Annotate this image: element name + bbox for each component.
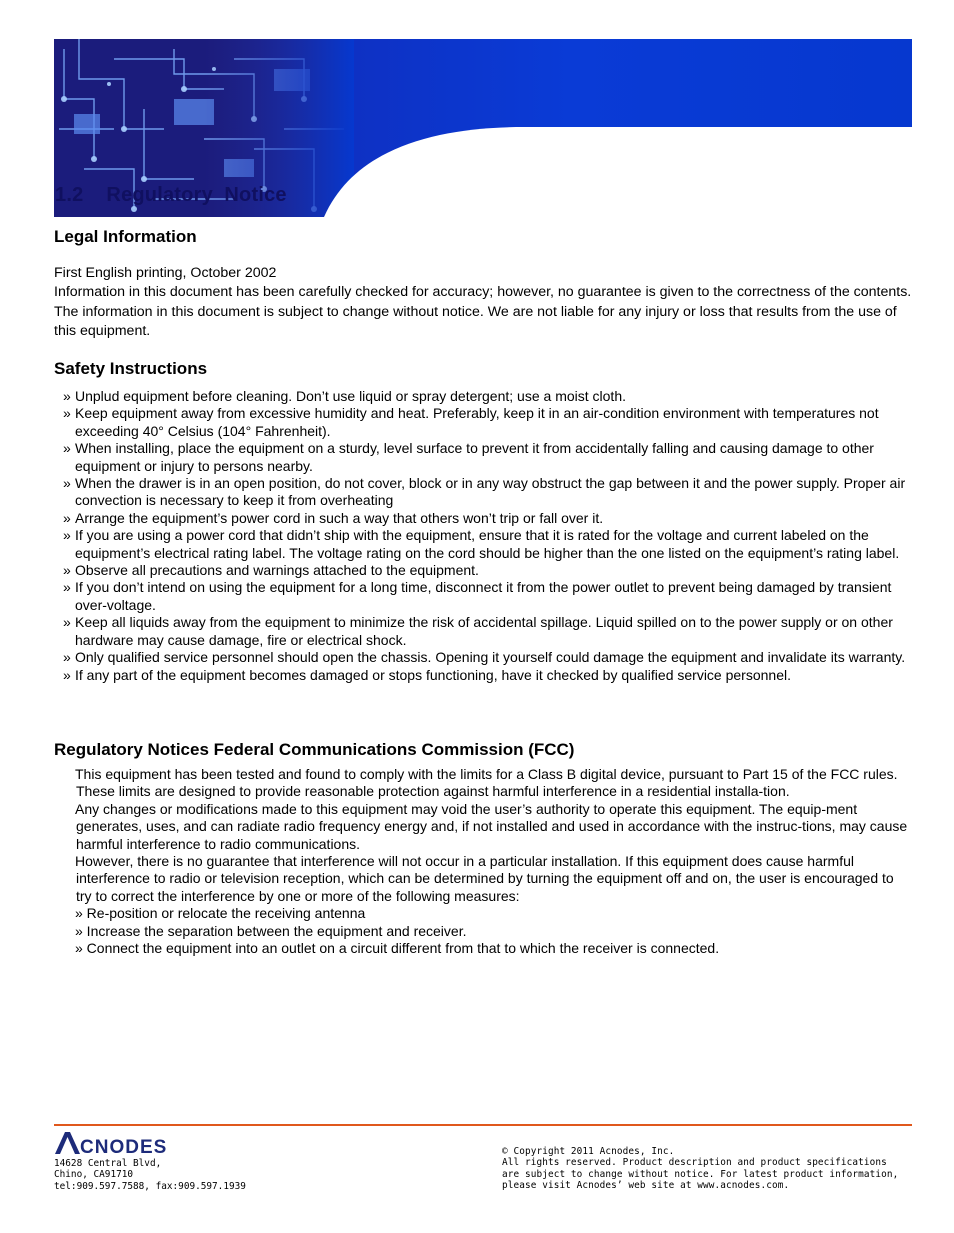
- header-banner: [54, 39, 912, 217]
- logo-text: CNODES: [80, 1137, 168, 1156]
- list-item: » If you are using a power cord that didn’t ship with the equipment, ensure that it is rated for the voltage and current labeled on the equipment’s electrical rating label. The voltage rating on the cord should be higher than the one listed on the equipment’s rating label.: [63, 527, 900, 561]
- legal-disclaimer: Information in this document has been carefully checked for accuracy; however, no guarantee is given to the correctness of the contents. The information in this document is subject to change without notice. We are not liable for any injury or loss that results from the use of this equipment.: [54, 284, 912, 339]
- list-item: » When the drawer is in an open position, do not cover, block or in any way obstruct the gap between it and the power supply. Proper air convection is necessary to keep it from overheating: [63, 475, 906, 509]
- fcc-measure: » Increase the separation between the equipment and receiver.: [75, 922, 467, 939]
- list-item: » If any part of the equipment becomes damaged or stops functioning, have it checked by qualified service personnel.: [63, 666, 791, 683]
- legal-heading: Legal Information: [54, 227, 197, 246]
- fcc-heading: Regulatory Notices Federal Communications Commission (FCC): [54, 740, 575, 759]
- fcc-measure: » Connect the equipment into an outlet on a circuit different from that to which the receiver is connected.: [75, 940, 720, 957]
- section-title: 1.2 Regulatory Notice: [55, 184, 287, 206]
- list-item: » Keep equipment away from excessive humidity and heat. Preferably, keep it in an air-condition environment with temperatures not exceeding 40° Celsius (104° Fahrenheit).: [63, 405, 879, 439]
- list-item: » If you don’t intend on using the equipment for a long time, disconnect it from the power outlet to prevent being damaged by transient over-voltage.: [63, 579, 892, 613]
- fcc-paragraph: Any changes or modifications made to this equipment may void the user’s authority to operate this equipment. The equip-ment generates, uses, and can radiate radio frequency energy and, if not installed and used in accordance with the instruc-tions, may cause harmful interference to radio communications.: [75, 800, 908, 852]
- footer-divider: [54, 1124, 912, 1126]
- list-item: » Unplud equipment before cleaning. Don’t use liquid or spray detergent; use a moist cloth.: [63, 388, 626, 404]
- list-item: » When installing, place the equipment on a sturdy, level surface to prevent it from accidentally falling and causing damage to other equipment or injury to persons nearby.: [63, 440, 874, 474]
- fcc-paragraph: This equipment has been tested and found to comply with the limits for a Class B digital device, pursuant to Part 15 of the FCC rules. These limits are designed to provide reasonable protection against harmful interference in a residential installa-tion.: [75, 766, 898, 800]
- list-item: » Only qualified service personnel should open the chassis. Opening it yourself could damage the equipment and invalidate its warranty.: [63, 649, 906, 666]
- list-item: » Observe all precautions and warnings attached to the equipment.: [63, 562, 479, 579]
- legal-printing-line: First English printing, October 2002: [54, 265, 277, 281]
- list-item: » Keep all liquids away from the equipment to minimize the risk of accidental spillage. Liquid spilled on to the power supply or on other hardware may cause damage, fire or electrical shock.: [63, 614, 893, 648]
- fcc-list: [75, 766, 910, 957]
- safety-list: [53, 388, 913, 684]
- safety-heading: Safety Instructions: [54, 359, 208, 378]
- list-item: » Arrange the equipment’s power cord in such a way that others won’t trip or fall over it.: [63, 509, 604, 526]
- acnodes-logo: [54, 1130, 214, 1156]
- fcc-measure: » Re-position or relocate the receiving antenna: [75, 905, 366, 922]
- fcc-paragraph: However, there is no guarantee that interference will not occur in a particular installation. If this equipment does cause harmful interference to radio or television reception, which can be determined by turning the equipment off and on, the user is encouraged to try to correct the interference by one or more of the following measures:: [75, 853, 894, 904]
- copyright-notice: © Copyright 2011 Acnodes, Inc. All rights reserved. Product description and product specifications are subject to change without notice. For latest product information, please visit Acnodes’ web site at www.acnodes.com.: [502, 1146, 899, 1191]
- company-address: 14628 Central Blvd, Chino, CA91710 tel:909.597.7588, fax:909.597.1939: [54, 1158, 246, 1192]
